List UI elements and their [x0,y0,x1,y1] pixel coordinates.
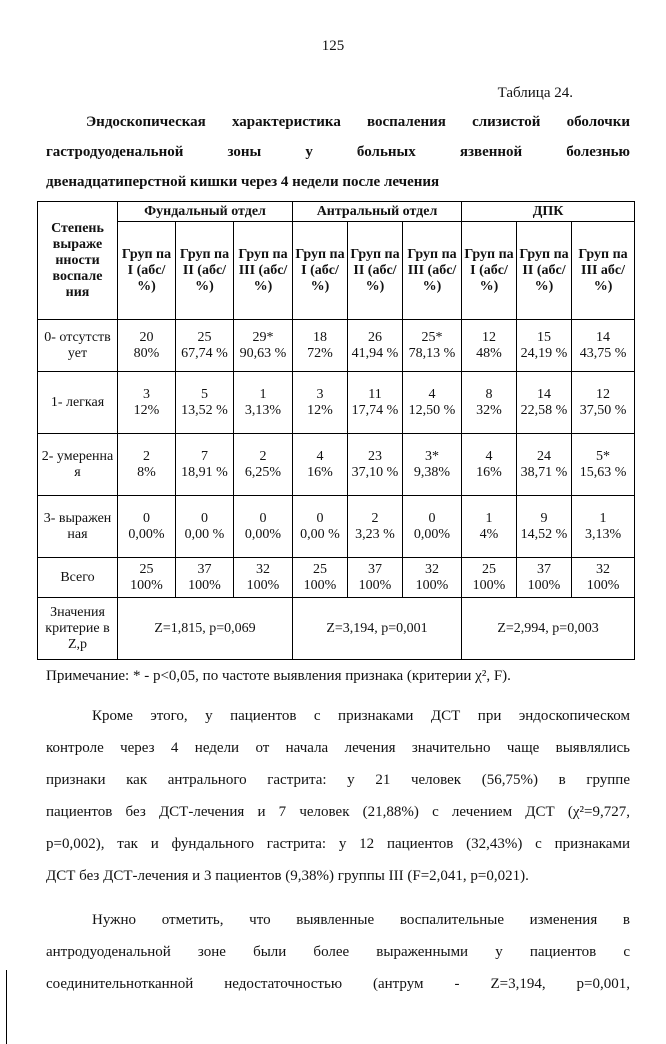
cell-percent: 0,00 % [300,526,340,542]
table-cell [517,434,572,496]
criteria-value-dpk: Z=2,994, p=0,003 [462,598,635,660]
cell-count: 0 [259,510,267,526]
table-cell [517,496,572,558]
cell-percent: 0,00 % [184,526,225,542]
subheader: Груп па II (абс/ %) [176,222,234,320]
table-cell [403,320,462,372]
row-label: 1- легкая [38,372,118,434]
cell-percent: 37,10 % [351,464,399,480]
table-cell [118,320,176,372]
table-cell [234,320,293,372]
cell-percent: 24,19 % [520,345,568,361]
subheader: Груп па I (абс/ %) [118,222,176,320]
cell-count: 11 [368,386,382,402]
table-cell [348,558,403,598]
cell-count: 25 [139,561,154,577]
table-cell [572,496,635,558]
text-line: контроле через 4 недели от начала лечения значительно чаще выявлялись [46,740,630,756]
table-cell [234,372,293,434]
cell-count: 2 [259,448,267,464]
cell-count: 12 [596,386,611,402]
cell-percent: 4% [479,526,499,542]
cell-count: 1 [599,510,607,526]
group-header-dpk: ДПК [462,202,635,222]
subheader: Груп па I (абс/ %) [462,222,517,320]
cell-count: 20 [139,329,154,345]
table-cell [118,496,176,558]
table-cell [403,496,462,558]
cell-percent: 100% [586,577,620,593]
table-note: Примечание: * - p<0,05, по частоте выявления признака (критерии χ², F). [46,668,511,684]
table-cell [348,320,403,372]
cell-count: 32 [425,561,439,577]
table-cell [118,558,176,598]
cell-percent: 0,00% [128,526,165,542]
cell-percent: 90,63 % [239,345,287,361]
table-cell [348,434,403,496]
cell-count: 3 [316,386,324,402]
cell-count: 25 [197,329,212,345]
cell-percent: 67,74 % [181,345,228,361]
table-cell [176,320,234,372]
cell-percent: 13,52 % [181,402,228,418]
table-cell [234,434,293,496]
subheader: Груп па III абс/ %) [572,222,635,320]
body-text [46,700,630,1012]
table-cell [403,372,462,434]
cell-percent: 100% [527,577,561,593]
table-cell [293,496,348,558]
cell-count: 37 [537,561,552,577]
table-cell [348,372,403,434]
cell-percent: 0,00% [413,526,451,542]
table-cell [572,558,635,598]
page-number: 125 [321,38,345,54]
table-cell [348,496,403,558]
cell-count: 4 [485,448,493,464]
table-cell [462,372,517,434]
heading-line: двенадцатиперстной кишки через 4 недели после лечения [46,174,440,190]
table-cell [462,320,517,372]
cell-percent: 15,63 % [579,464,627,480]
cell-count: 3 [143,386,150,402]
cell-count: 0 [428,510,436,526]
text-line: Нужно отметить, что выявленные воспалительные изменения в [92,912,630,928]
cell-count: 1 [259,386,267,402]
cell-count: 37 [368,561,382,577]
paragraph-2 [46,904,630,1000]
table-cell [234,558,293,598]
table-cell [176,434,234,496]
table-row [38,320,635,372]
cell-percent: 3,13% [584,526,622,542]
table-cell [293,320,348,372]
paragraph-1 [46,700,630,892]
table-cell [403,434,462,496]
cell-count: 14 [596,329,611,345]
cell-percent: 100% [188,577,221,593]
cell-count: 0 [201,510,208,526]
table-cell [234,496,293,558]
row-label: Всего [38,558,118,598]
cell-percent: 37,50 % [579,402,627,418]
text-line: ДСТ без ДСТ-лечения и 3 пациентов (9,38%) группы III (F=2,041, p=0,021). [46,868,529,884]
table-cell [462,496,517,558]
row-label: 0- отсутств ует [38,320,118,372]
scan-margin-line [6,970,7,1044]
table-cell [176,558,234,598]
cell-percent: 100% [303,577,337,593]
text-line: p=0,002), так и фундального гастрита: у 12 пациентов (32,43%) с признаками [46,836,630,852]
table-cell [462,558,517,598]
cell-percent: 3,23 % [355,526,395,542]
text-line: соединительнотканной недостаточностью (антрум - Z=3,194, p=0,001, [46,976,630,992]
cell-percent: 72% [307,345,333,361]
cell-count: 25* [421,329,443,345]
cell-percent: 16% [476,464,502,480]
cell-count: 2 [143,448,150,464]
table-cell [462,434,517,496]
cell-percent: 18,91 % [181,464,228,480]
text-line: Кроме этого, у пациентов с признаками ДСТ при эндоскопическом [92,708,630,724]
cell-count: 9 [540,510,548,526]
table-row [38,496,635,558]
cell-count: 25 [313,561,327,577]
table-cell [118,372,176,434]
cell-percent: 17,74 % [351,402,399,418]
table-cell [517,558,572,598]
cell-percent: 100% [130,577,163,593]
criteria-value-antral: Z=3,194, p=0,001 [293,598,462,660]
cell-percent: 22,58 % [520,402,568,418]
table-label: Таблица 24. [497,85,573,101]
cell-percent: 80% [133,345,160,361]
cell-count: 5* [596,448,611,464]
cell-count: 15 [537,329,552,345]
table-cell [572,320,635,372]
cell-count: 18 [313,329,327,345]
cell-count: 2 [371,510,379,526]
cell-percent: 3,13% [244,402,282,418]
cell-percent: 100% [358,577,392,593]
text-line: пациентов без ДСТ-лечения и 7 человек (21,88%) с лечением ДСТ (χ²=9,727, [46,804,630,820]
group-header-antral: Антральный отдел [293,202,462,222]
table-body [38,320,635,598]
cell-percent: 48% [476,345,502,361]
cell-percent: 16% [307,464,333,480]
inflammation-table [37,201,635,660]
subheader: Груп па II (абс/ %) [348,222,403,320]
corner-header: Степень выраже нности воспале ния [38,202,118,320]
table-heading [46,107,630,197]
table-cell [403,558,462,598]
table-cell [572,434,635,496]
cell-count: 29* [252,329,274,345]
cell-percent: 38,71 % [520,464,568,480]
subheader: Груп па III (абс/ %) [234,222,293,320]
table-cell [293,434,348,496]
cell-percent: 8% [137,464,156,480]
row-label: 3- выражен ная [38,496,118,558]
cell-percent: 12% [133,402,160,418]
criteria-label: Значения критерие в Z,p [38,598,118,660]
table-cell [293,372,348,434]
cell-count: 26 [368,329,382,345]
cell-percent: 9,38% [413,464,451,480]
cell-percent: 14,52 % [520,526,568,542]
cell-count: 8 [485,386,493,402]
table-cell [176,496,234,558]
table-cell [118,434,176,496]
cell-count: 23 [368,448,382,464]
table-cell [293,558,348,598]
cell-count: 32 [596,561,611,577]
cell-count: 12 [482,329,497,345]
cell-count: 1 [485,510,493,526]
table-cell [176,372,234,434]
cell-count: 3* [425,448,439,464]
heading-line: гастродуоденальной зоны у больных язвенной болезнью [46,144,630,160]
cell-percent: 100% [472,577,506,593]
table-cell [572,372,635,434]
table-cell [517,372,572,434]
group-header-fundal: Фундальный отдел [118,202,293,222]
cell-percent: 41,94 % [351,345,399,361]
subheader: Груп па I (абс/ %) [293,222,348,320]
subheader: Груп па II (абс/ %) [517,222,572,320]
text-line: признаки как антрального гастрита: у 21 человек (56,75%) в группе [46,772,630,788]
cell-count: 5 [201,386,208,402]
cell-percent: 100% [246,577,280,593]
heading-line: Эндоскопическая характеристика воспаления слизистой оболочки [86,114,630,130]
table-row [38,372,635,434]
cell-percent: 12,50 % [408,402,456,418]
cell-percent: 78,13 % [408,345,456,361]
cell-percent: 32% [476,402,502,418]
row-label: 2- умеренна я [38,434,118,496]
text-line: антродуоденальной зоне были более выраженными у пациентов с [46,944,630,960]
table-row [38,558,635,598]
cell-count: 14 [537,386,552,402]
cell-percent: 100% [415,577,449,593]
cell-percent: 0,00% [244,526,282,542]
subheader: Груп па III (абс/ %) [403,222,462,320]
cell-count: 32 [256,561,270,577]
cell-percent: 12% [307,402,333,418]
table-row [38,434,635,496]
cell-count: 25 [482,561,497,577]
cell-percent: 6,25% [244,464,282,480]
table-cell [517,320,572,372]
cell-count: 0 [143,510,150,526]
cell-count: 37 [197,561,212,577]
cell-count: 4 [316,448,324,464]
cell-count: 7 [201,448,208,464]
cell-percent: 43,75 % [579,345,627,361]
cell-count: 24 [537,448,552,464]
criteria-value-fundal: Z=1,815, p=0,069 [118,598,293,660]
cell-count: 0 [316,510,324,526]
cell-count: 4 [428,386,436,402]
